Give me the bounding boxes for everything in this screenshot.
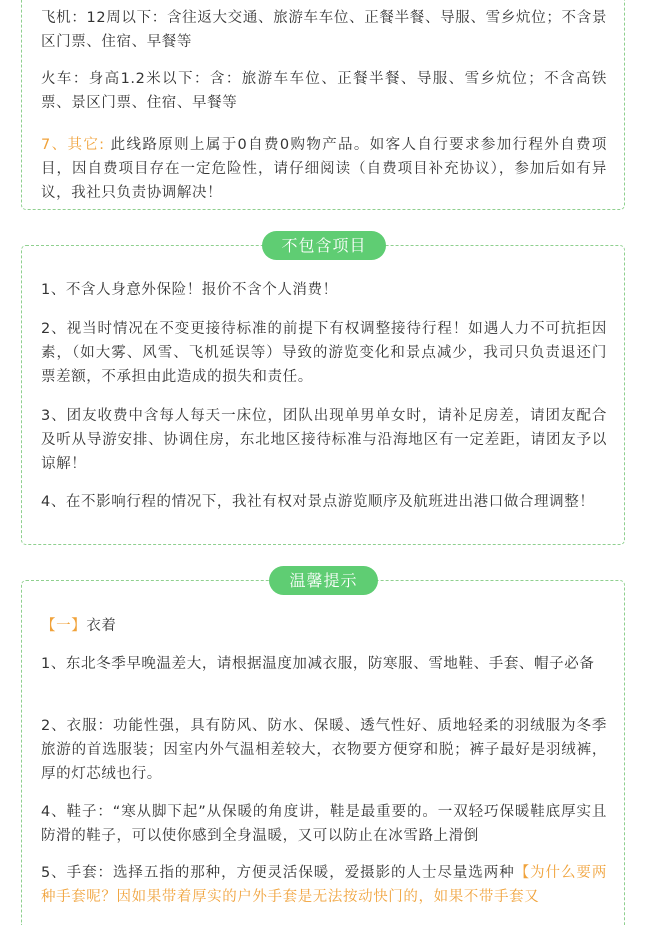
gloves-highlight: 【为什么要两种手套呢？因如果带着厚实的户外手套是无法按动快门的，如果不带手套又 [41, 865, 607, 905]
gloves-text: 5、手套：选择五指的那种，方便灵活保暖，爱摄影的人士尽量选两种 [41, 865, 515, 881]
tip-item-2: 2、衣服：功能性强，具有防风、防水、保暖、透气性好、质地轻柔的羽绒服为冬季旅游的首选服装；因室内外气温相差较大，衣物要方便穿和脱；裤子最好是羽绒裤，厚的灯芯绒也行。 [41, 718, 607, 782]
other-text: 此线路原则上属于0自费0购物产品。如客人自行要求参加行程外自费项目，因自费项目存在一定危险性，请仔细阅读（自费项目补充协议），参加后如有异议，我社只负责协调解决！ [41, 137, 607, 201]
train-child-note: 火车：身高1.2米以下：含：旅游车车位、正餐半餐、导服、雪乡炕位；不含高铁票、景区门票、住宿、早餐等 [41, 71, 607, 111]
tip-item-1: 1、东北冬季早晚温差大，请根据温度加减衣服，防寒服、雪地鞋、手套、帽子必备 [41, 656, 595, 672]
tip-item-5 [41, 861, 607, 909]
tips-section-title: 温馨提示 [269, 566, 378, 595]
subheading-text: 衣着 [86, 618, 117, 634]
excluded-item-3: 3、团友收费中含每人每天一床位，团队出现单男单女时，请补足房差，请团友配合及听从导游安排、协调住房，东北地区接待标准与沿海地区有一定差距，请团友予以谅解！ [41, 408, 607, 472]
plane-child-note: 飞机：12周以下：含往返大交通、旅游车车位、正餐半餐、导服、雪乡炕位；不含景区门票、住宿、早餐等 [41, 10, 607, 50]
other-label: 7、其它: [41, 137, 105, 153]
excluded-section-title: 不包含项目 [262, 231, 386, 260]
subheading-mark: 【一】 [41, 618, 87, 634]
excluded-item-2: 2、视当时情况在不变更接待标准的前提下有权调整接待行程！如遇人力不可抗拒因素，（如大雾、风雪、飞机延误等）导致的游览变化和景点减少，我司只负责退还门票差额，不承担由此造成的损失和责任。 [41, 321, 607, 385]
tips-subheading [41, 614, 607, 638]
excluded-item-4: 4、在不影响行程的情况下，我社有权对景点游览顺序及航班进出港口做合理调整！ [41, 494, 595, 510]
excluded-item-1: 1、不含人身意外保险！报价不含个人消费！ [41, 282, 338, 298]
other-note [41, 133, 607, 205]
tip-item-4: 4、鞋子：“寒从脚下起”从保暖的角度讲，鞋是最重要的。一双轻巧保暖鞋底厚实且防滑的鞋子，可以使你感到全身温暖，又可以防止在冰雪路上滑倒 [41, 804, 607, 844]
